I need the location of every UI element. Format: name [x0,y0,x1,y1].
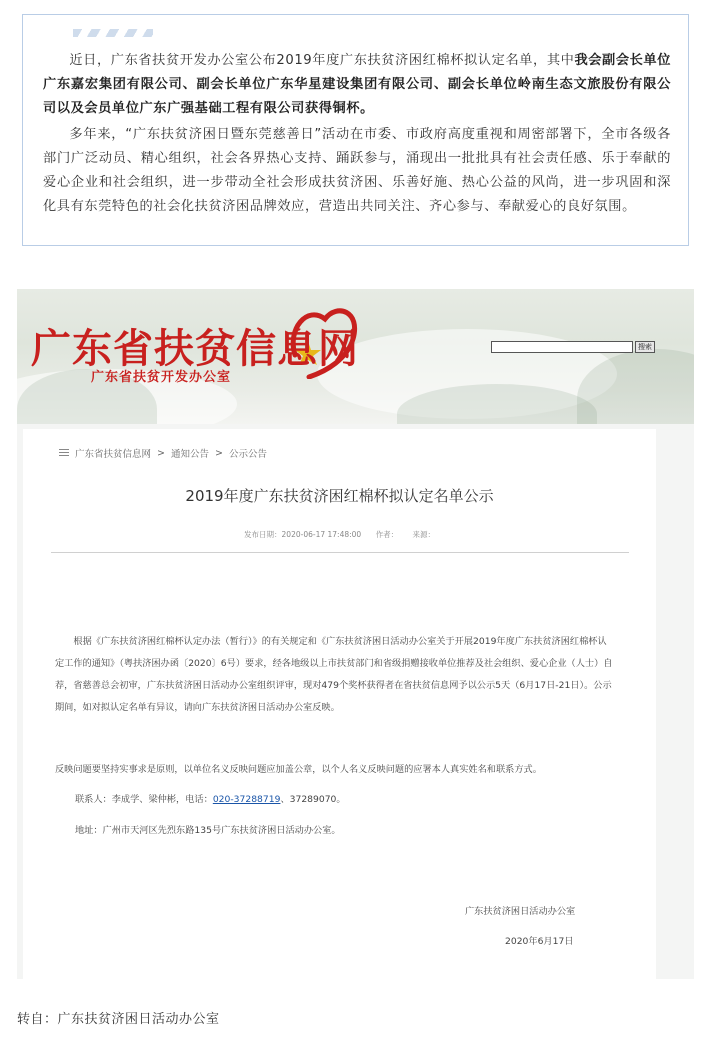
breadcrumb-separator: > [215,447,223,459]
contact-prefix: 联系人：李成学、梁仲彬，电话： [75,794,213,805]
signature-date: 2020年6月17日 [505,936,574,947]
breadcrumb [59,446,267,460]
breadcrumb-section[interactable]: 通知公告 [170,449,209,460]
breadcrumb-sub[interactable]: 公示公告 [228,449,267,460]
author-label: 作者： [375,530,399,539]
signature-org: 广东扶贫济困日活动办公室 [465,906,576,917]
title-divider [51,552,629,553]
site-banner [17,289,694,424]
site-logo-subtitle: 广东省扶贫开发办公室 [91,370,232,385]
intro-bold-text: 我会副会长单位广东嘉宏集团有限公司、副会长单位广东华星建设集团有限公司、副会长单位岭南生态文旅股份有限公司以及会员单位广东广强基础工程有限公司获得铜杯。 [43,53,672,116]
article-paragraph-2: 反映问题要坚持实事求是原则，以单位名义反映问题应加盖公章，以个人名义反映问题的应署本人真实姓名和联系方式。 [55,764,542,775]
intro-paragraph-2: 多年来，“广东扶贫济困日暨东莞慈善日”活动在市委、市政府高度重视和周密部署下，全市各级各部门广泛动员、精心组织，社会各界热心支持、踊跃参与，涌现出一批批具有社会责任感、乐于奉献的爱心企业和社会组织，进一步带动全社会形成扶贫济困、乐善好施、热心公益的风尚，进一步巩固和深化具有东莞特色的社会化扶贫济困品牌效应，营造出共同关注、齐心参与、奉献爱心的良好氛围。 [43,127,671,214]
contact-suffix: 、37289070。 [280,794,346,805]
article-paragraph-1: 根据《广东扶贫济困红棉杯认定办法（暂行）》的有关规定和《广东扶贫济困日活动办公室关于开展2019年度广东扶贫济困红棉杯认定工作的通知》（粤扶济困办函〔2020〕6号）要求，经各地级以上市扶贫部门和省级捐赠接收单位推荐及社会组织、爱心企业（人士）自荐，省慈善总会初审，广东扶贫济困日活动办公室组织评审，现对479个奖杯获得者在省扶贫信息网予以公示5天（6月17日-21日）。公示期间，如对拟认定名单有异议，请向广东扶贫济困日活动办公室反映。 [55,636,613,713]
article-title: 2019年度广东扶贫济困红棉杯拟认定名单公示 [185,487,494,505]
reprint-source: 转自：广东扶贫济困日活动办公室 [17,1012,220,1027]
intro-text: 近日，广东省扶贫开发办公室公布2019年度广东扶贫济困红棉杯拟认定名单，其中 [69,53,575,68]
search-input[interactable] [491,341,633,353]
list-icon [59,449,69,457]
breadcrumb-separator: > [157,447,165,459]
source-label: 来源： [412,530,435,539]
publish-date: 发布日期：2020-06-17 17:48:00 [244,530,362,539]
article-meta [23,529,656,540]
contact-phone-link[interactable]: 020-37288719 [212,794,281,805]
decorative-stripes [73,29,153,37]
breadcrumb-home[interactable]: 广东省扶贫信息网 [75,449,152,460]
contact-line [75,789,346,811]
site-logo-title[interactable]: 广东省扶贫信息网 [31,326,359,372]
intro-box [22,14,689,246]
intro-paragraph-1 [43,49,671,121]
address-line: 地址：广州市天河区先烈东路135号广东扶贫济困日活动办公室。 [75,825,341,836]
website-screenshot [17,289,694,979]
search-button[interactable]: 搜索 [635,341,655,353]
